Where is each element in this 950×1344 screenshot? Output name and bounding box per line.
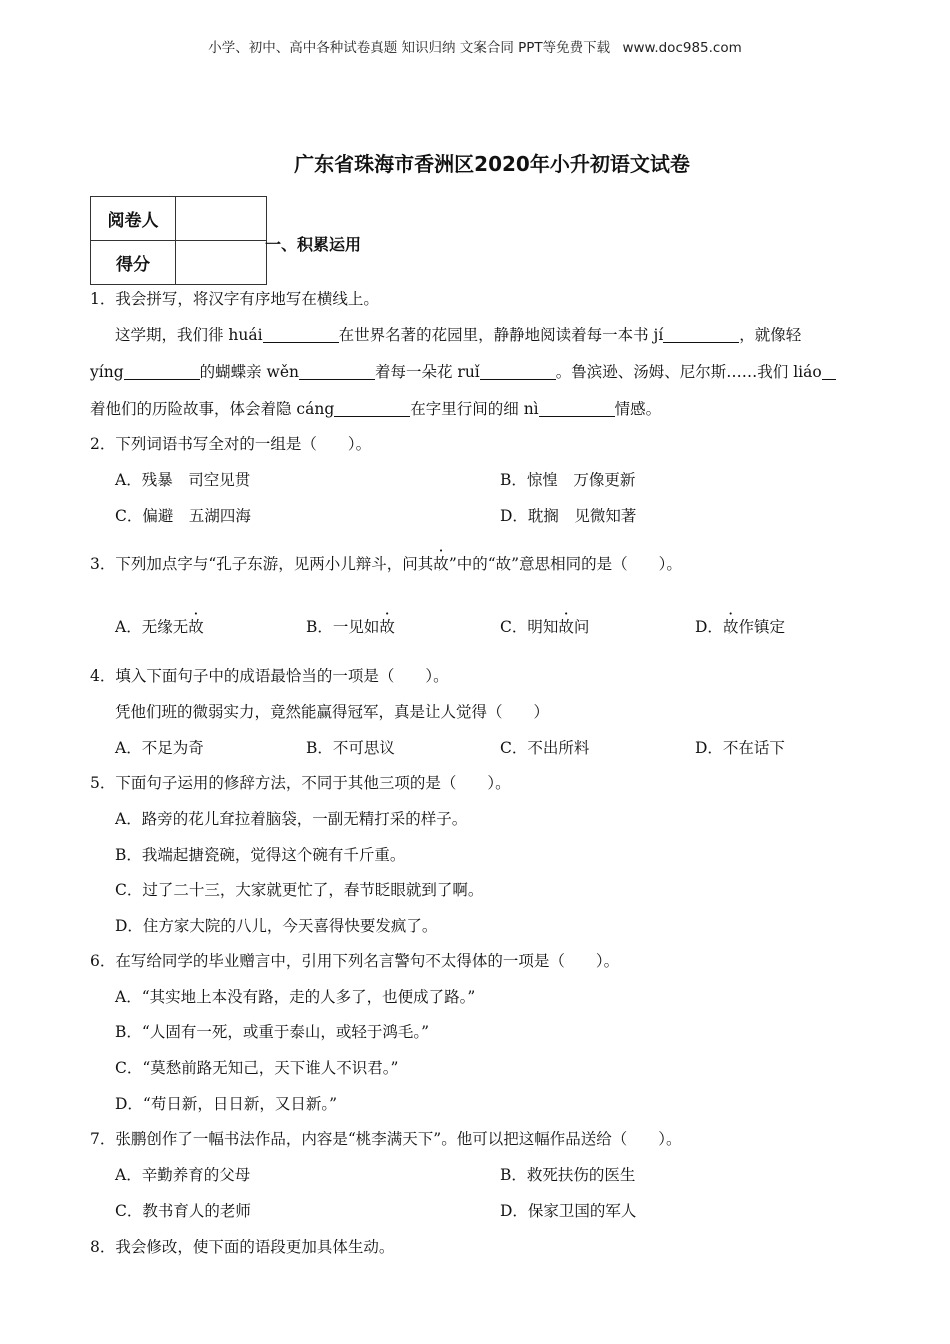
exam-title: 广东省珠海市香洲区2020年小升初语文试卷 — [294, 152, 690, 176]
q3-option-c[interactable] — [500, 615, 589, 637]
q4-sentence: 凭他们班的微弱实力，竟然能赢得冠军，真是让人觉得（ ） — [115, 703, 550, 721]
q2-option-c[interactable]: C．偏避 五湖四海 — [115, 507, 251, 525]
q3-option-b[interactable] — [306, 615, 395, 637]
q3-stem-text: ”中的“故”意思相同的是（ ）。 — [448, 555, 682, 573]
header-ad-text: 小学、初中、高中各种试卷真题 知识归纳 文案合同 PPT等免费下载 — [208, 40, 611, 56]
answer-blank[interactable] — [539, 401, 615, 418]
reviewer-cell — [176, 197, 267, 241]
q1-text: 情感。 — [614, 400, 662, 418]
q7-option-d[interactable]: D．保家卫国的军人 — [500, 1202, 637, 1220]
score-table — [90, 196, 267, 285]
option-text: 作镇定 — [738, 618, 785, 636]
q1-text: 着每一朵花 ruǐ — [374, 363, 480, 381]
q6-option-a[interactable]: A．“其实地上本没有路，走的人多了，也便成了路。” — [115, 988, 476, 1006]
answer-blank[interactable] — [334, 401, 410, 418]
q7-option-a[interactable]: A．辛勤养育的父母 — [115, 1166, 251, 1184]
score-label: 得分 — [91, 241, 176, 285]
q4-option-b[interactable]: B．不可思议 — [306, 739, 395, 757]
header-url[interactable]: www.doc985.com — [622, 40, 742, 56]
dotted-char: 故 — [558, 618, 574, 636]
option-text: 问 — [573, 618, 590, 636]
q3-stem-text: 3．下列加点字与“孔子东游，见两小儿辩斗，问其 — [90, 555, 434, 573]
score-cell — [176, 241, 267, 285]
dotted-char: 故 — [379, 618, 395, 636]
q6-option-c[interactable]: C．“莫愁前路无知己，天下谁人不识君。” — [115, 1059, 399, 1077]
section-heading: 一、积累运用 — [265, 235, 362, 254]
q8-stem: 8．我会修改，使下面的语段更加具体生动。 — [90, 1238, 395, 1256]
q1-text: 。鲁滨逊、汤姆、尼尔斯……我们 liáo — [555, 363, 822, 381]
q1-text: 的蝴蝶亲 wěn — [199, 363, 299, 381]
q1-text: yíng — [90, 363, 124, 381]
q2-option-d[interactable]: D．耽搁 见微知著 — [500, 507, 637, 525]
q5-option-b[interactable]: B．我端起搪瓷碗，觉得这个碗有千斤重。 — [115, 846, 406, 864]
q7-option-b[interactable]: B．救死扶伤的医生 — [500, 1166, 636, 1184]
q3-option-d[interactable] — [695, 615, 785, 637]
answer-blank[interactable] — [663, 327, 739, 344]
q1-line2 — [90, 360, 836, 382]
q4-option-d[interactable]: D．不在话下 — [695, 739, 785, 757]
q5-stem: 5．下面句子运用的修辞方法，不同于其他三项的是（ ）。 — [90, 774, 511, 792]
reviewer-label: 阅卷人 — [91, 197, 176, 241]
q1-text: 这学期，我们徘 huái — [115, 326, 263, 344]
q1-text: ，就像轻 — [739, 326, 802, 344]
q2-option-a[interactable]: A．残暴 司空见贯 — [115, 471, 251, 489]
option-text: C．明知 — [500, 618, 559, 636]
option-text: D． — [695, 618, 723, 636]
dotted-char: 故 — [433, 555, 449, 573]
dotted-char: 故 — [722, 618, 739, 636]
q3-option-a[interactable] — [115, 615, 204, 637]
q5-option-a[interactable]: A．路旁的花儿耷拉着脑袋，一副无精打采的样子。 — [115, 810, 468, 828]
q6-option-d[interactable]: D．“苟日新，日日新，又日新。” — [115, 1095, 338, 1113]
q1-stem: 1．我会拼写，将汉字有序地写在横线上。 — [90, 290, 379, 308]
q4-option-a[interactable]: A．不足为奇 — [115, 739, 204, 757]
q6-stem: 6．在写给同学的毕业赠言中，引用下列名言警句不太得体的一项是（ ）。 — [90, 952, 620, 970]
q5-option-c[interactable]: C．过了二十三，大家就更忙了，春节眨眼就到了啊。 — [115, 881, 484, 899]
q5-option-d[interactable]: D．住方家大院的八儿，今天喜得快要发疯了。 — [115, 917, 438, 935]
q1-text: 着他们的历险故事，体会着隐 cáng — [90, 400, 335, 418]
q7-option-c[interactable]: C．教书育人的老师 — [115, 1202, 251, 1220]
q2-stem: 2．下列词语书写全对的一组是（ ）。 — [90, 435, 372, 453]
q4-option-c[interactable]: C．不出所料 — [500, 739, 590, 757]
q7-stem: 7．张鹏创作了一幅书法作品，内容是“桃李满天下”。他可以把这幅作品送给（ ）。 — [90, 1130, 682, 1148]
page-header — [0, 36, 950, 56]
q2-option-b[interactable]: B．惊惶 万像更新 — [500, 471, 636, 489]
answer-blank[interactable] — [124, 364, 200, 381]
q1-line1 — [115, 323, 801, 345]
q1-text: 在字里行间的细 nì — [410, 400, 539, 418]
answer-blank[interactable] — [480, 364, 556, 381]
q3-stem — [90, 552, 682, 574]
q6-option-b[interactable]: B．“人固有一死，或重于泰山，或轻于鸿毛。” — [115, 1023, 429, 1041]
q1-text: 在世界名著的花园里，静静地阅读着每一本书 jí — [338, 326, 664, 344]
q1-line3 — [90, 397, 661, 419]
option-text: B．一见如 — [306, 618, 380, 636]
dotted-char: 故 — [188, 618, 204, 636]
answer-blank[interactable] — [299, 364, 375, 381]
option-text: A．无缘无 — [115, 618, 189, 636]
q4-stem: 4．填入下面句子中的成语最恰当的一项是（ ）。 — [90, 667, 449, 685]
answer-blank[interactable] — [822, 364, 836, 381]
answer-blank[interactable] — [263, 327, 339, 344]
